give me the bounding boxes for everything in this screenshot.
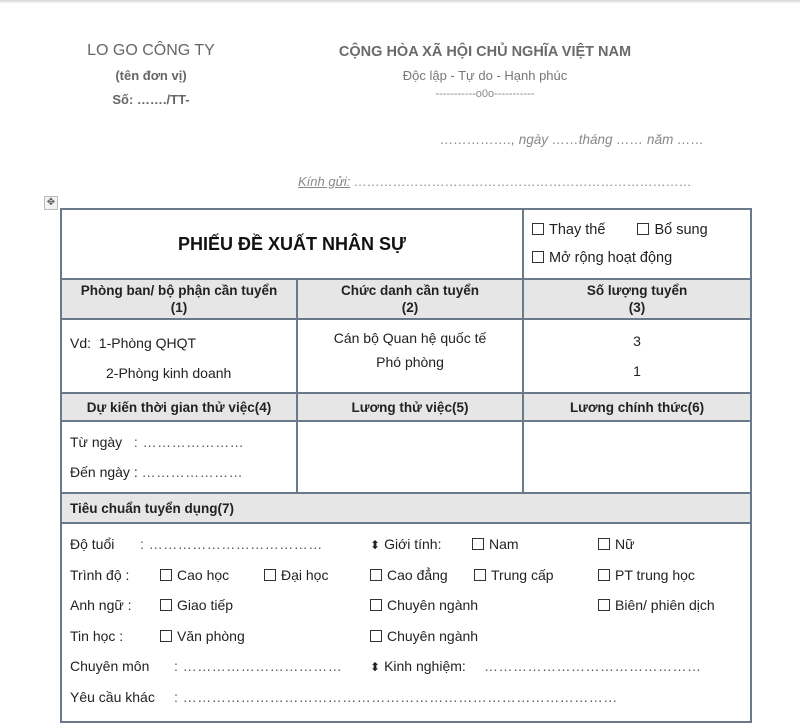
from-date-field[interactable]: : ………………… bbox=[133, 434, 245, 450]
option-mo-rong[interactable]: Mở rộng hoạt động bbox=[532, 250, 672, 266]
trial-salary-cell[interactable] bbox=[297, 421, 523, 493]
column-header-quantity: Số lượng tuyển (3) bbox=[523, 279, 751, 319]
column-header-official-salary: Lương chính thức(6) bbox=[523, 393, 751, 421]
official-salary-cell[interactable] bbox=[523, 421, 751, 493]
checkbox-icon[interactable] bbox=[160, 599, 172, 611]
checkbox-icon[interactable] bbox=[598, 599, 610, 611]
quantity-cell[interactable] bbox=[523, 319, 751, 393]
age-label: Độ tuổi bbox=[70, 536, 115, 552]
option-pt-trung-hoc[interactable]: PT trung học bbox=[598, 567, 695, 583]
option-bo-sung[interactable]: Bổ sung bbox=[637, 222, 707, 238]
english-label: Anh ngữ : bbox=[70, 597, 132, 613]
recipient-label: Kính gửi: bbox=[298, 174, 351, 189]
column-header-position: Chức danh cần tuyển (2) bbox=[297, 279, 523, 319]
criteria-row-specialty bbox=[70, 654, 742, 685]
criteria-row-english bbox=[70, 593, 742, 624]
other-requirements-label: Yêu cầu khác bbox=[70, 688, 155, 705]
form-title: PHIẾU ĐỀ XUẤT NHÂN SỰ bbox=[61, 209, 523, 279]
up-down-arrow-icon: ⬍ bbox=[370, 538, 381, 552]
unit-name: (tên đơn vị) bbox=[115, 68, 187, 83]
option-nu[interactable]: Nữ bbox=[598, 536, 634, 552]
specialty-label: Chuyên môn bbox=[70, 658, 150, 674]
from-date-label: Từ ngày bbox=[70, 434, 123, 450]
option-chuyen-nganh-it[interactable]: Chuyên ngành bbox=[370, 628, 478, 644]
checkbox-icon[interactable] bbox=[474, 569, 486, 581]
table-move-handle-icon[interactable]: ✥ bbox=[44, 196, 58, 210]
company-logo-placeholder: LO GO CÔNG TY bbox=[87, 42, 215, 59]
criteria-header: Tiêu chuẩn tuyển dụng(7) bbox=[61, 493, 751, 523]
quantity-item: 3 bbox=[633, 333, 641, 349]
up-down-arrow-icon: ⬍ bbox=[370, 660, 381, 674]
age-field[interactable]: : ……………………………… bbox=[140, 536, 323, 552]
option-cao-dang[interactable]: Cao đẳng bbox=[370, 567, 448, 583]
criteria-row-age bbox=[70, 532, 742, 563]
option-van-phong[interactable]: Văn phòng bbox=[160, 628, 245, 644]
department-item: 2-Phòng kinh doanh bbox=[106, 365, 232, 381]
position-cell[interactable] bbox=[297, 319, 523, 393]
option-cao-hoc[interactable]: Cao học bbox=[160, 567, 229, 583]
option-giao-tiep[interactable]: Giao tiếp bbox=[160, 597, 233, 613]
department-item: 1-Phòng QHQT bbox=[98, 335, 197, 351]
column-header-trial-salary: Lương thử việc(5) bbox=[297, 393, 523, 421]
position-item: Phó phòng bbox=[376, 354, 444, 370]
checkbox-icon[interactable] bbox=[598, 538, 610, 550]
checkbox-icon[interactable] bbox=[637, 223, 649, 235]
national-motto: Độc lập - Tự do - Hạnh phúc bbox=[402, 68, 568, 83]
criteria-row-it bbox=[70, 624, 742, 655]
department-cell[interactable] bbox=[61, 319, 297, 393]
request-type-cell bbox=[523, 209, 751, 279]
document-number: Số: ……./TT- bbox=[112, 92, 190, 107]
experience-label: ⬍ Kinh nghiệm: bbox=[370, 658, 466, 674]
checkbox-icon[interactable] bbox=[264, 569, 276, 581]
specialty-field[interactable]: : …………………………… bbox=[174, 658, 343, 674]
checkbox-icon[interactable] bbox=[598, 569, 610, 581]
option-thay-the[interactable]: Thay thế bbox=[532, 222, 605, 238]
option-trung-cap[interactable]: Trung cấp bbox=[474, 567, 554, 583]
experience-field[interactable]: ……………………………………… bbox=[484, 658, 702, 674]
quantity-item: 1 bbox=[633, 363, 641, 379]
option-dai-hoc[interactable]: Đại học bbox=[264, 567, 328, 583]
national-title: CỘNG HÒA XÃ HỘI CHỦ NGHĨA VIỆT NAM bbox=[338, 44, 632, 60]
checkbox-icon[interactable] bbox=[160, 569, 172, 581]
it-label: Tin học : bbox=[70, 627, 124, 644]
checkbox-icon[interactable] bbox=[160, 630, 172, 642]
criteria-cell bbox=[61, 523, 751, 722]
option-bien-phien-dich[interactable]: Biên/ phiên dịch bbox=[598, 597, 715, 613]
education-label: Trình độ : bbox=[70, 566, 130, 583]
personnel-request-table bbox=[60, 208, 752, 723]
recipient-line bbox=[298, 174, 692, 189]
checkbox-icon[interactable] bbox=[370, 569, 382, 581]
other-requirements-field[interactable]: : ……………………………………………………………………………… bbox=[174, 688, 618, 705]
example-prefix: Vd: bbox=[70, 335, 92, 351]
criteria-row-education bbox=[70, 563, 742, 594]
option-chuyen-nganh-english[interactable]: Chuyên ngành bbox=[370, 597, 478, 613]
date-line: ……………., ngày ……tháng …… năm …… bbox=[440, 132, 705, 147]
trial-period-cell[interactable] bbox=[61, 421, 297, 493]
option-nam[interactable]: Nam bbox=[472, 536, 519, 552]
gender-label: ⬍ Giới tính: bbox=[370, 536, 442, 552]
header-separator: -----------o0o----------- bbox=[435, 88, 535, 100]
column-header-department: Phòng ban/ bộ phận cần tuyển (1) bbox=[61, 279, 297, 319]
column-header-trial-period: Dự kiến thời gian thử việc(4) bbox=[61, 393, 297, 421]
window-top-edge bbox=[0, 0, 800, 3]
checkbox-icon[interactable] bbox=[532, 251, 544, 263]
recipient-dots: …………………………………………………………………… bbox=[353, 174, 692, 189]
to-date-field[interactable]: ………………… bbox=[141, 464, 244, 480]
position-item: Cán bộ Quan hệ quốc tế bbox=[333, 330, 487, 346]
to-date-label: Đến ngày : bbox=[70, 464, 138, 480]
checkbox-icon[interactable] bbox=[370, 599, 382, 611]
criteria-row-other bbox=[70, 685, 742, 716]
checkbox-icon[interactable] bbox=[472, 538, 484, 550]
checkbox-icon[interactable] bbox=[370, 630, 382, 642]
checkbox-icon[interactable] bbox=[532, 223, 544, 235]
